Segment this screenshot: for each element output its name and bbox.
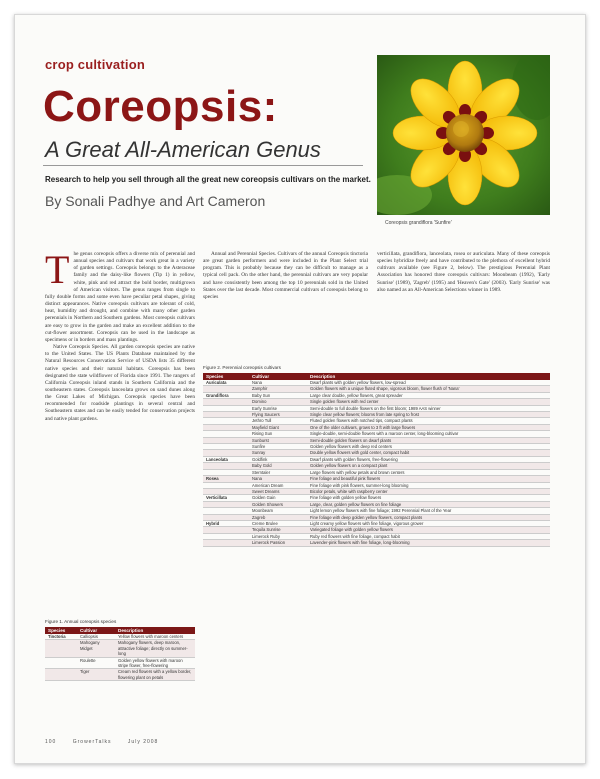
description-cell: Golden flowers with a unique fluted shape, vigorous bloom, flower flush of 'Nana' (307, 386, 550, 392)
description-cell: Large, clear, golden yellow flowers on fine foliage (307, 501, 550, 507)
species-cell (203, 540, 249, 546)
article-deck: Research to help you sell through all the great new coreopsis cultivars on the market. (45, 175, 371, 184)
column-header: Species (45, 627, 77, 634)
cultivar-cell: Mahogany Midget (77, 640, 115, 657)
description-cell: Fine foliage and beautiful pink flowers (307, 476, 550, 482)
description-cell: Semi-double to full double flowers on the first bloom; 1989 AAS winner (307, 405, 550, 411)
table-caption: Figure 2. Perennial coreopsis cultivars (203, 365, 281, 370)
cultivar-cell: Zamphir (249, 386, 307, 392)
cultivar-cell: Golden Showers (249, 501, 307, 507)
article-column-3 (377, 251, 550, 294)
issue-date: July 2008 (127, 739, 159, 745)
description-cell: Cream red flowers with a yellow border, flowering plant on petals (115, 669, 195, 681)
drop-cap: T (45, 247, 70, 292)
species-cell (45, 669, 77, 681)
species-cell: Hybrid (203, 520, 249, 526)
species-cell (45, 640, 77, 657)
article-column-1 (45, 247, 195, 423)
column-header: Description (115, 627, 195, 634)
description-cell: Single golden flowers with red center (307, 399, 550, 405)
species-cell: Lanceolata (203, 456, 249, 462)
cultivar-cell: Limerock Passion (249, 540, 307, 546)
species-cell: Grandiflora (203, 392, 249, 398)
description-cell: Large flowers with yellow petals and brown centers (307, 469, 550, 475)
description-cell: Semi-double golden flowers on dwarf plants (307, 437, 550, 443)
cultivar-cell: Flying Saucers (249, 412, 307, 418)
column-header: Description (307, 373, 550, 380)
description-cell: Dwarf plants with golden yellow flowers, low-spread (307, 380, 550, 386)
table-row (45, 669, 195, 681)
cultivar-cell: Early Sunrise (249, 405, 307, 411)
column-header: Species (203, 373, 249, 380)
cultivar-cell: Tiger (77, 669, 115, 681)
description-cell: Double yellow flowers with gold center, compact habit (307, 450, 550, 456)
section-label: crop cultivation (45, 57, 145, 72)
cultivar-cell: Sunfire (249, 444, 307, 450)
cultivar-cell: Nana (249, 476, 307, 482)
paragraph: he genus coreopsis offers a diverse mix of perennial and annual species and cultivars that work great in a variety of garden settings. Coreopsis belongs to the Asteraceae family and the daisy-like flowers (Tip 1) in yellow, white, pink and red attract the bold border, multigrown of American visitors. The genus ranges from single to fully double forms and some even have peculiar petal shapes, giving distinct appearances. Native coreopsis cultivars are tolerant of cold, heat, humidity and drought, and combine with many other garden perennials in Northern and Southern gardens. Most coreopsis cultivars are easy to grow in the garden and make an excellent addition to the cut-flower assortment. Coreopsis can be used in the landscape as specimens or in borders and mass plantings. (45, 251, 195, 343)
cultivar-cell: Sterntaler (249, 469, 307, 475)
description-cell: Variegated foliage with golden yellow flowers (307, 527, 550, 533)
page-footer (45, 739, 172, 745)
cultivar-cell: American Dream (249, 482, 307, 488)
cultivar-cell: Zagreb (249, 514, 307, 520)
description-cell: Mahogany flowers, deep maroon, attractive foliage; directly on summer-long (115, 640, 195, 657)
description-cell: Light lemon yellow flowers with fine foliage; 1992 Perennial Plant of the Year (307, 508, 550, 514)
cultivar-cell: Sunray (249, 450, 307, 456)
table-row (203, 540, 550, 546)
photo-caption: Coreopsis grandiflora 'Sunfire' (385, 220, 452, 226)
description-cell: Bicolor petals, white with raspberry center (307, 488, 550, 494)
page-number: 100 (45, 739, 57, 745)
description-cell: Fine foliage with deep golden yellow flowers, compact plants (307, 514, 550, 520)
cultivar-cell: Jethro Tull (249, 418, 307, 424)
cultivar-cell: Limerock Ruby (249, 533, 307, 539)
cultivar-cell: Domino (249, 399, 307, 405)
magazine-page (14, 14, 586, 764)
description-cell: Lavender-pink flowers with fine foliage, long-blooming (307, 540, 550, 546)
perennial-cultivars-table (203, 373, 550, 547)
cultivar-cell: Sunburst (249, 437, 307, 443)
annual-species-table (45, 627, 195, 681)
cultivar-cell: Baby Gold (249, 463, 307, 469)
description-cell: Fine foliage with pink flowers, summer-long blooming (307, 482, 550, 488)
table-row (45, 640, 195, 657)
column-header: Cultivar (249, 373, 307, 380)
cultivar-cell: Goldfink (249, 456, 307, 462)
description-cell: One of the older cultivars, grows to 3 ft with large flowers (307, 424, 550, 430)
cultivar-cell: Moonbeam (249, 508, 307, 514)
paragraph: Native Coreopsis Species. All garden coreopsis species are native to the United States. The US Plants Database maintained by the Natural Resources Conservation Service of USDA lists 35 different native species and their natural habitats. Coreopsis has been designated the state wildflower of Florida since 1991. The rangers of California Coreopsis inland stands in Southern California and the southeastern states. Coreopsis lanceolata grows on sand dunes along the Great Lakes of Michigan. Coreopsis species have been recommended for roadside plantings in several central and Southeastern states and can be easily tended for conservation projects and native plant gardens. (45, 344, 195, 422)
cultivar-cell: Rising Sun (249, 431, 307, 437)
article-column-2 (203, 251, 368, 301)
cultivar-cell: Nana (249, 380, 307, 386)
description-cell: Fine foliage with golden yellow flowers (307, 495, 550, 501)
paragraph: Annual and Perennial Species. Cultivars of the annual Coreopsis tinctoria are great garden performers and were included in the Plant Select trial program. This is probably because they can be difficult to manage as a typical cell pack. On the other hand, the perennial cultivars are very popular and have consistently been among the top 10 perennials sold in the United States over the last decade. Most commercial cultivars of coreopsis belong to species (203, 251, 368, 300)
species-cell: Rosea (203, 476, 249, 482)
cultivar-cell: Calliopsis (77, 634, 115, 640)
description-cell: Fluted golden flowers with notched tips, compact plants (307, 418, 550, 424)
description-cell: Golden yellow flowers with maroon stripe flower, free-flowering (115, 657, 195, 669)
species-cell: Verticillata (203, 495, 249, 501)
article-subtitle: A Great All-American Genus (45, 137, 321, 162)
cultivar-cell: Roulette (77, 657, 115, 669)
description-cell: Ruby red flowers with fine foliage, compact habit (307, 533, 550, 539)
description-cell: Dwarf plants with golden flowers, free-flowering (307, 456, 550, 462)
description-cell: Single clear yellow flowers; blooms from late spring to frost (307, 412, 550, 418)
cultivar-cell: Baby Sun (249, 392, 307, 398)
description-cell: Golden yellow flowers on a compact plant (307, 463, 550, 469)
table-caption: Figure 1. Annual coreopsis species (45, 619, 117, 624)
description-cell: Single-double, semi-double flowers with a maroon center, long-blooming cultivar (307, 431, 550, 437)
title-divider (43, 165, 363, 166)
description-cell: Large clear double, yellow flowers, great spreader (307, 392, 550, 398)
column-header: Cultivar (77, 627, 115, 634)
description-cell: Yellow flowers with maroon centers (115, 634, 195, 640)
magazine-name: GrowerTalks (72, 739, 112, 745)
coreopsis-flower-photo (377, 55, 550, 215)
species-cell: Auriculata (203, 380, 249, 386)
article-title: Coreopsis: (43, 82, 278, 131)
cultivar-cell: Sweet Dreams (249, 488, 307, 494)
article-byline: By Sonali Padhye and Art Cameron (45, 193, 266, 209)
cultivar-cell: Creme Brulee (249, 520, 307, 526)
paragraph: verticillata, grandiflora, lanceolata, rosea or auriculata. Many of these coreopsis species hybridize freely and have contributed to the plethora of excellent hybrid cultivars available (see Figure 2, below). The prestigious Perennial Plant Association has honored three coreopsis cultivars: Moonbeam (1992), 'Early Sunrise' (1989), 'Zagreb' (1995) and 'Heaven's Gate' (2003). 'Early Sunrise' was also named as an All-American Selections winner in 1989. (377, 251, 550, 293)
description-cell: Golden yellow flowers with deep red centers (307, 444, 550, 450)
cultivar-cell: Golden Gain (249, 495, 307, 501)
species-cell (45, 657, 77, 669)
species-cell: Tinctoria (45, 634, 77, 640)
description-cell: Light creamy yellow flowers with fine foliage, vigorous grower (307, 520, 550, 526)
table-row (45, 657, 195, 669)
cultivar-cell: Mayfield Giant (249, 424, 307, 430)
cultivar-cell: Tequila Sunrise (249, 527, 307, 533)
